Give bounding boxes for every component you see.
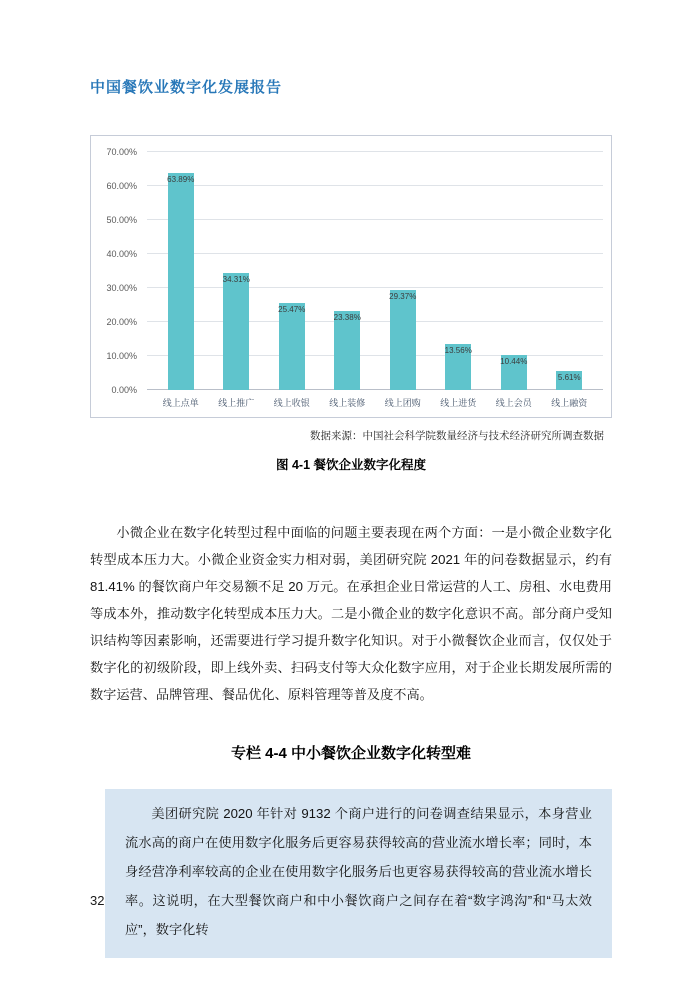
bar-value-label: 10.44% [500, 356, 528, 366]
bar-column [153, 152, 209, 390]
body-paragraph: 小微企业在数字化转型过程中面临的问题主要表现在两个方面：一是小微企业数字化转型成本压力大。小微企业资金实力相对弱，美团研究院 2021 年的问卷数据显示，约有 81.41% 的餐饮商户年交易额不足 20 万元。在承担企业日常运营的人工、房租、水电费用等成本外，推动数字化转型成本压力大。二是小微企业的数字化意识不高。部分商户受知识结构等因素影响，还需要进行学习提升数字化知识。对于小微餐饮企业而言，仅仅处于数字化的初级阶段，即上线外卖、扫码支付等大众化数字应用，对于企业长期发展所需的数字运营、品牌管理、餐品优化、原料管理等普及度不高。 [90, 525, 612, 702]
y-tick-label: 30.00% [106, 283, 137, 293]
column-callout-text: 美团研究院 2020 年针对 9132 个商户进行的问卷调查结果显示，本身营业流水高的商户在使用数字化服务后更容易获得较高的营业流水增长率；同时，本身经营净利率较高的企业在使用数字化服务后也更容易获得较高的营业流水增长率。这说明，在大型餐饮商户和中小餐饮商户之间存在着“数字鸿沟”和“马太效应”，数字化转 [125, 806, 592, 937]
x-tick-label: 线上推广 [218, 398, 255, 408]
y-tick-label: 20.00% [106, 317, 137, 327]
bar-value-label: 5.61% [557, 372, 581, 382]
x-tick-label: 线上团购 [384, 398, 421, 408]
figure-caption: 图 4-1 餐饮企业数字化程度 [275, 458, 426, 472]
x-tick-label: 线上会员 [495, 398, 532, 408]
bar-value-label: 29.37% [389, 292, 417, 302]
chart-x-axis [147, 396, 603, 409]
column-callout-box [105, 789, 612, 958]
bar-column [486, 152, 542, 390]
chart-bars [147, 152, 603, 390]
bar-column [264, 152, 320, 390]
bar-chart [90, 135, 612, 418]
x-tick-label: 线上点单 [162, 398, 199, 408]
document-header-title: 中国餐饮业数字化发展报告 [90, 79, 283, 96]
x-tick-label: 线上装修 [329, 398, 366, 408]
y-tick-label: 40.00% [106, 249, 137, 259]
x-tick-label: 线上进货 [440, 398, 477, 408]
bar-value-label: 13.56% [444, 345, 472, 355]
bar-column [431, 152, 487, 390]
bar [279, 303, 305, 390]
x-tick-label: 线上收银 [273, 398, 310, 408]
y-tick-label: 60.00% [106, 181, 137, 191]
chart-plot-wrapper [99, 147, 603, 395]
bar-value-label: 25.47% [278, 305, 306, 315]
y-tick-label: 70.00% [106, 147, 137, 157]
column-heading: 专栏 4-4 中小餐饮企业数字化转型难 [230, 745, 472, 762]
y-tick-label: 50.00% [106, 215, 137, 225]
bar-value-label: 34.31% [222, 275, 250, 285]
bar-column [209, 152, 265, 390]
bar [334, 311, 360, 390]
bar [168, 173, 194, 390]
chart-source-note: 数据来源：中国社会科学院数量经济与技术经济研究所调查数据 [310, 430, 604, 442]
page-number: 32 [90, 893, 105, 908]
y-tick-label: 0.00% [111, 385, 137, 395]
bar-column [375, 152, 431, 390]
y-tick-label: 10.00% [106, 351, 137, 361]
x-tick-label: 线上融资 [551, 398, 588, 408]
chart-plot [147, 152, 603, 390]
chart-y-axis [99, 147, 143, 395]
bar-column [320, 152, 376, 390]
bar-column [542, 152, 598, 390]
bar [390, 290, 416, 390]
bar-value-label: 23.38% [333, 312, 361, 322]
bar-value-label: 63.89% [167, 174, 195, 184]
bar [223, 273, 249, 390]
